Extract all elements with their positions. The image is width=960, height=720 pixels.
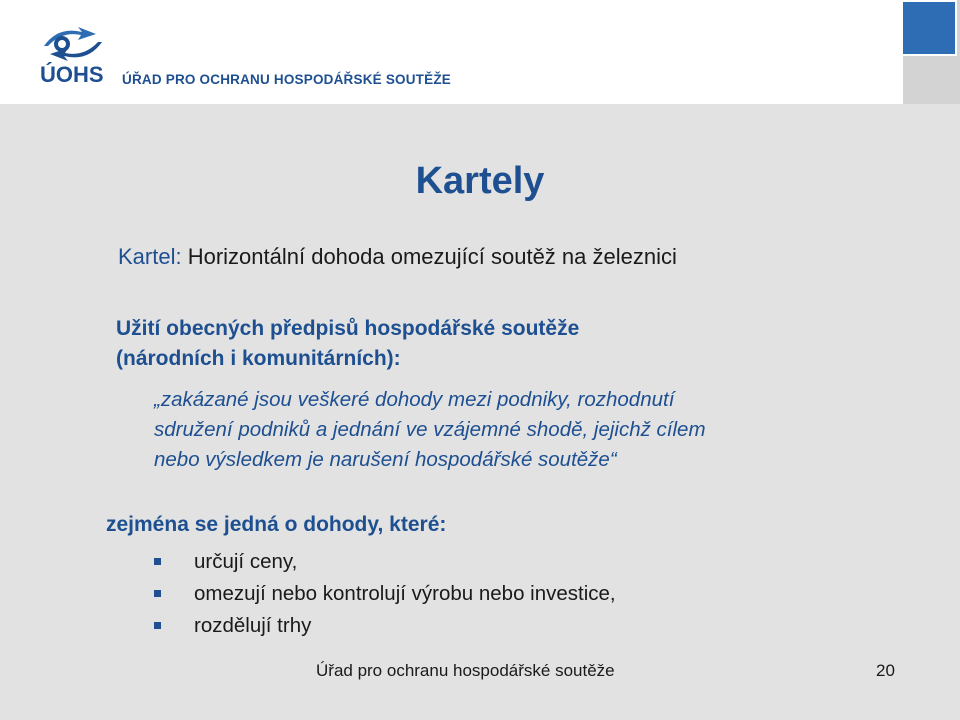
list-item [154,610,616,642]
slide-title-text: Kartely [415,160,545,202]
kartel-label: Kartel: [118,244,182,269]
law-heading-line: Užití obecných předpisů hospodářské soutěže [116,317,580,340]
list-heading: zejména se jedná o dohody, které: [106,513,447,536]
square-bullet-icon [154,622,161,629]
agreement-list [154,546,616,642]
square-bullet-icon [154,590,161,597]
law-heading [116,314,579,374]
list-item [154,578,616,610]
logo-abbreviation: ÚOHS [40,62,104,87]
quote-line: nebo výsledkem je narušení hospodářské soutěže“ [154,448,617,471]
quote-line: sdružení podniků a jednání ve vzájemné shodě, jejichž cílem [154,418,706,441]
list-item-text: rozdělují trhy [194,614,312,637]
legal-quote [154,385,894,475]
corner-decoration-square [903,2,955,54]
kartel-definition [118,244,677,270]
page-number: 20 [876,661,895,680]
logo-organization-name: ÚŘAD PRO OCHRANU HOSPODÁŘSKÉ SOUTĚŽE [122,72,451,87]
list-item [154,546,616,578]
kartel-text: Horizontální dohoda omezující soutěž na železnici [181,244,677,269]
footer-text: Úřad pro ochranu hospodářské soutěže [316,661,615,680]
list-item-text: určují ceny, [194,550,298,573]
slide-title [0,160,960,203]
corner-decoration-block [903,56,960,104]
slide-header [0,0,960,104]
quote-line: „zakázané jsou veškeré dohody mezi podniky, rozhodnutí [154,388,675,411]
square-bullet-icon [154,558,161,565]
uohs-logo-icon [38,24,108,64]
law-heading-line: (národních i komunitárních): [116,347,401,370]
list-item-text: omezují nebo kontrolují výrobu nebo investice, [194,582,616,605]
